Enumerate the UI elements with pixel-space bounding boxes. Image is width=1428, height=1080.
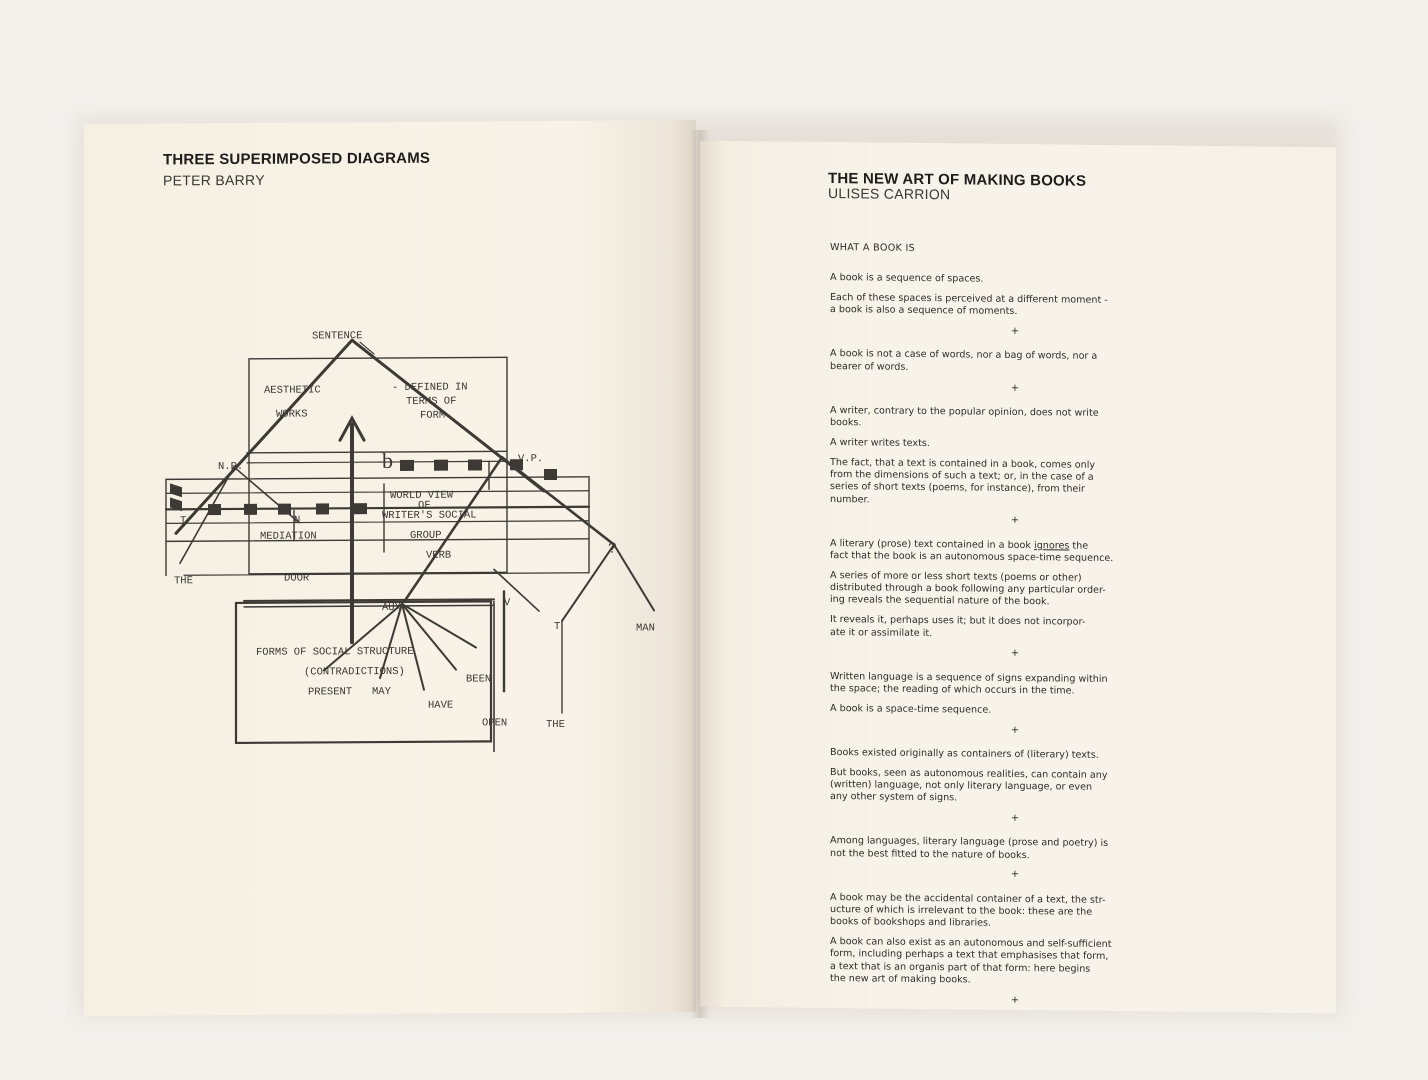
separator: + (1010, 869, 1020, 881)
separator: + (1010, 326, 1020, 338)
right-page-title: THE NEW ART OF MAKING BOOKS (828, 170, 1087, 190)
label-np: N.P. (218, 460, 244, 474)
paragraph: Among languages, literary language (prose and poetry) is not the best fitted to the nature of books. (830, 835, 1109, 861)
label-t: T (180, 515, 187, 528)
essay-heading: WHAT A BOOK IS (830, 242, 916, 254)
label-b: b (382, 447, 393, 474)
left-page (84, 120, 696, 1016)
label-terms-of: TERMS OF (406, 395, 457, 408)
label-aesthetic: AESTHETIC (264, 384, 321, 397)
paragraph: It reveals it, perhaps uses it; but it does not incorpor- ate it or assimilate it. (830, 614, 1086, 639)
label-world-view: WORLD VIEW (390, 489, 454, 502)
label-verb: VERB (426, 549, 452, 562)
paragraph: The fact, that a text is contained in a book, comes only from the dimensions of such a text; or, in the case of a series of short texts (poems, for instance), from their number. (830, 456, 1096, 506)
paragraph: But books, seen as autonomous realities, can contain any (written) language, not only literary language, or even any other system of signs. (830, 766, 1108, 804)
paragraph: Books existed originally as containers of (literary) texts. (830, 746, 1099, 761)
label-group: GROUP (410, 529, 442, 542)
left-page-title: THREE SUPERIMPOSED DIAGRAMS (163, 149, 431, 169)
label-of: OF (418, 499, 431, 512)
separator: + (1010, 648, 1020, 660)
paragraph: Each of these spaces is perceived at a different moment - a book is also a sequence of moments. (830, 292, 1108, 318)
essay-text (830, 242, 1200, 1021)
label-sentence: SENTENCE (312, 330, 363, 343)
label-question: ? (608, 540, 618, 558)
label-form: FORM (420, 409, 446, 422)
label-contradictions: (CONTRADICTIONS) (304, 665, 405, 679)
separator: + (1010, 812, 1020, 825)
paragraph: A literary (prose) text contained in a book ignores the fact that the book is an autonomous space-time sequence. (830, 537, 1114, 565)
separator: + (1010, 515, 1020, 527)
label-aux: AUX (382, 601, 401, 615)
label-door: DOOR (284, 572, 310, 585)
label-vp: V.P. (518, 453, 544, 466)
paragraph: A writer, contrary to the popular opinion, does not write books. (830, 404, 1099, 429)
left-page-author: PETER BARRY (163, 171, 265, 189)
label-been: BEEN (466, 673, 492, 686)
superimposed-diagram (84, 120, 696, 1016)
label-forms-of-social-structure: FORMS OF SOCIAL STRUCTURE (256, 645, 414, 659)
paragraph: A writer writes texts. (830, 436, 930, 450)
right-page-author: ULISES CARRION (828, 185, 951, 203)
paragraph: A book is not a case of words, nor a bag of words, nor a bearer of words. (830, 348, 1098, 373)
paragraph: A book can also exist as an autonomous and self-sufficient form, including perhaps a text that emphasises that form, a text that is an organis part of that form: here begins the new art of making books. (830, 936, 1112, 986)
paragraph: A series of more or less short texts (poems or other) distributed through a book following any particular order- ing reveals the sequential nature of the book. (830, 569, 1106, 608)
label-n: N (294, 514, 301, 527)
paragraph: A book is a sequence of spaces. (830, 272, 984, 285)
label-the-1: THE (174, 575, 193, 588)
separator: + (1010, 994, 1020, 1006)
separator: + (1010, 724, 1020, 736)
label-defined-in: - DEFINED IN (392, 381, 468, 394)
label-have: HAVE (428, 699, 454, 712)
paragraph: Written language is a sequence of signs expanding within the space; the reading of which occurs in the time. (830, 670, 1108, 697)
label-v: V (504, 597, 511, 610)
label-open: OPEN (482, 717, 508, 730)
separator: + (1010, 382, 1020, 394)
label-t-2: T (554, 620, 561, 633)
label-writers-social: WRITER'S SOCIAL (382, 509, 477, 523)
label-present: PRESENT (308, 686, 353, 699)
paragraph: A book may be the accidental container of a text, the str- ucture of which is irrelevant to the book: these are the books of bookshops and libraries. (830, 891, 1106, 929)
label-may: MAY (372, 685, 391, 699)
label-works: WORKS (276, 408, 308, 421)
label-mediation: MEDIATION (260, 530, 317, 543)
right-page (700, 141, 1336, 1014)
label-the-2: THE (546, 718, 565, 732)
paragraph: A book is a space-time sequence. (830, 702, 992, 716)
label-man: MAN (636, 622, 655, 635)
